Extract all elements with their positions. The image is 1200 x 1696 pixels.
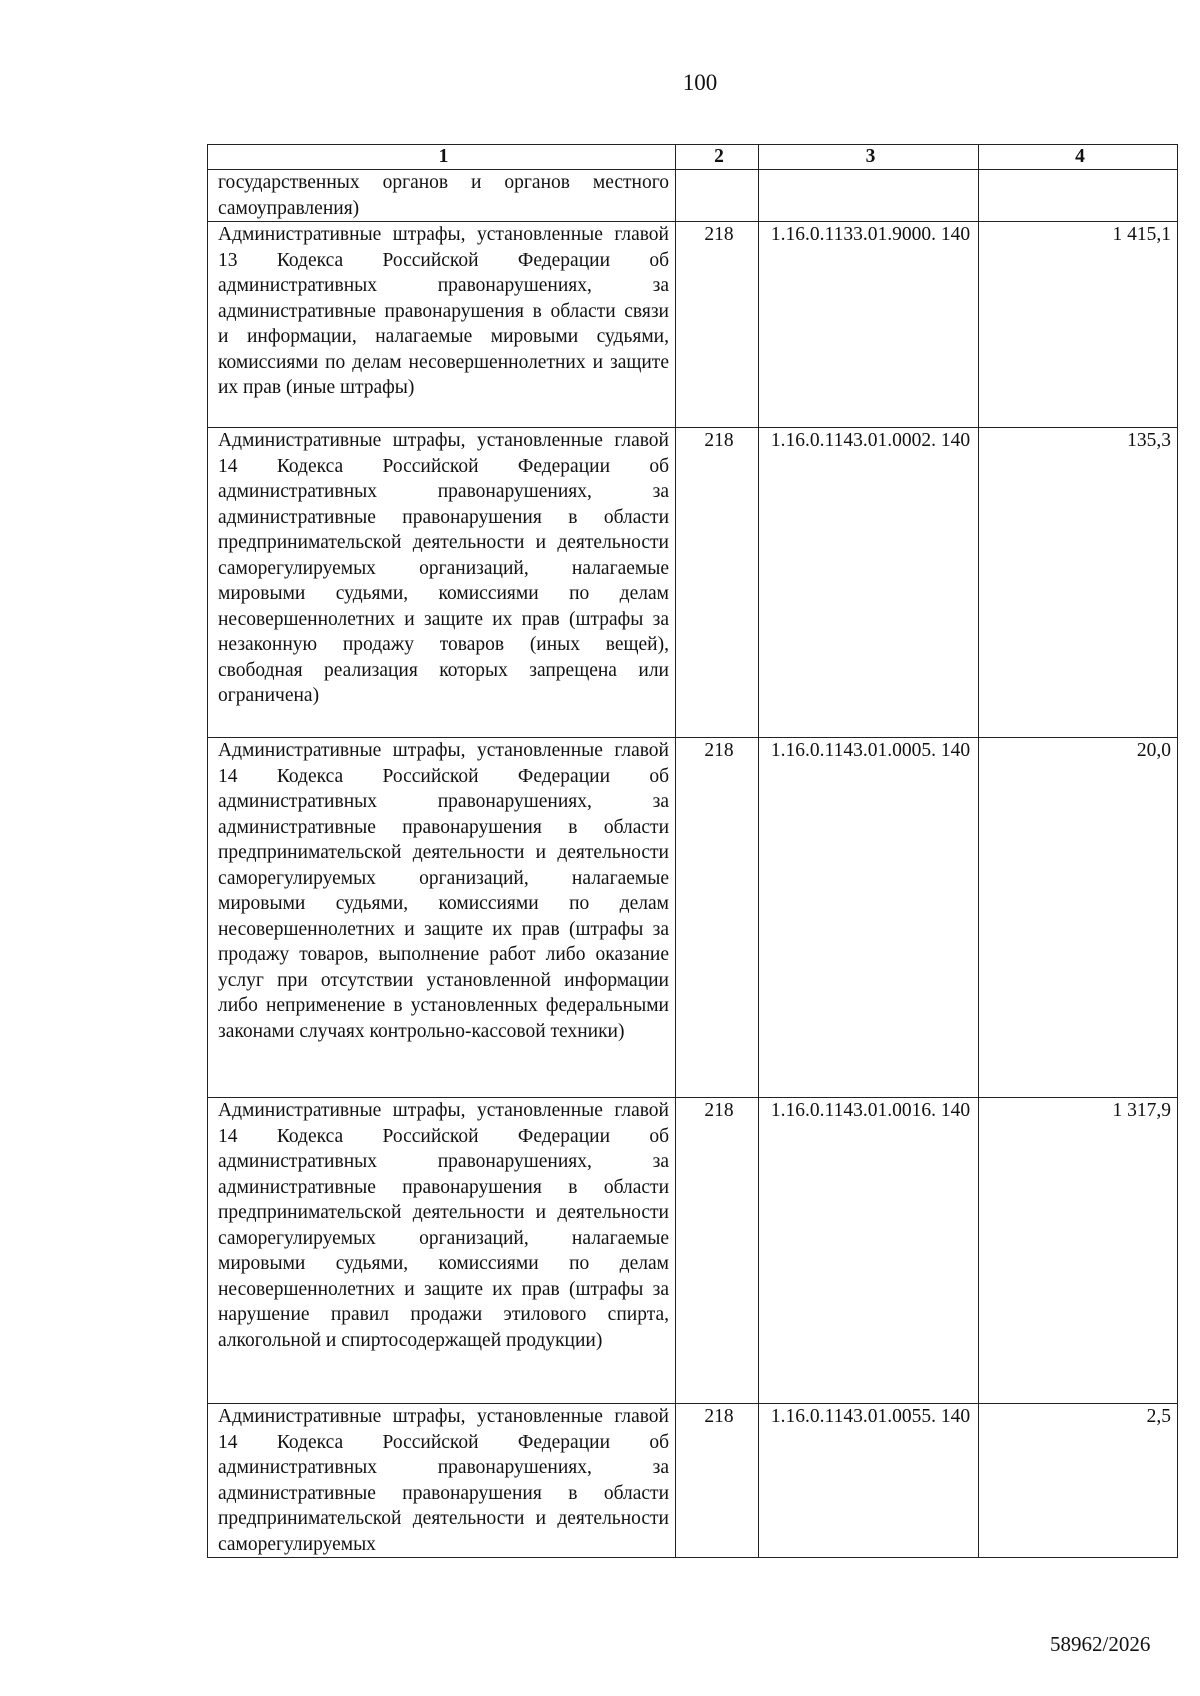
row-description: государственных органов и органов местного самоуправления) — [208, 170, 676, 222]
row-description: Административные штрафы, установленные главой 14 Кодекса Российской Федерации об административных правонарушениях, за административные правонарушения в области предпринимательской деятельности и деятельности саморегулируемых — [208, 1404, 676, 1558]
row-kbk: 1.16.0.1143.01.0005. 140 — [759, 738, 979, 1098]
row-admin-code: 218 — [676, 1404, 759, 1558]
page-number: 100 — [682, 70, 718, 95]
row-amount — [979, 170, 1178, 222]
column-header: 2 — [676, 145, 759, 170]
row-kbk: 1.16.0.1133.01.9000. 140 — [759, 222, 979, 428]
row-admin-code: 218 — [676, 222, 759, 428]
row-kbk: 1.16.0.1143.01.0016. 140 — [759, 1098, 979, 1404]
table-row — [208, 1098, 1178, 1404]
revenue-table — [207, 144, 1178, 1558]
column-header: 1 — [208, 145, 676, 170]
table-row — [208, 170, 1178, 222]
row-amount: 2,5 — [979, 1404, 1178, 1558]
row-amount: 1 317,9 — [979, 1098, 1178, 1404]
row-description: Административные штрафы, установленные главой 14 Кодекса Российской Федерации об административных правонарушениях, за административные правонарушения в области предпринимательской деятельности и деятельности саморегулируемых организаций, налагаемые мировыми судьями, комиссиями по делам несовершеннолетних и защите их прав (штрафы за нарушение правил продажи этилового спирта, алкогольной и спиртосодержащей продукции) — [208, 1098, 676, 1404]
row-admin-code — [676, 170, 759, 222]
row-kbk: 1.16.0.1143.01.0002. 140 — [759, 428, 979, 738]
table-row — [208, 1404, 1178, 1558]
row-amount: 1 415,1 — [979, 222, 1178, 428]
row-admin-code: 218 — [676, 1098, 759, 1404]
row-amount: 20,0 — [979, 738, 1178, 1098]
column-header: 3 — [759, 145, 979, 170]
row-kbk: 1.16.0.1143.01.0055. 140 — [759, 1404, 979, 1558]
table-row — [208, 738, 1178, 1098]
table-header-row — [208, 145, 1178, 170]
table-row — [208, 222, 1178, 428]
row-admin-code: 218 — [676, 738, 759, 1098]
row-description: Административные штрафы, установленные главой 14 Кодекса Российской Федерации об административных правонарушениях, за административные правонарушения в области предпринимательской деятельности и деятельности саморегулируемых организаций, налагаемые мировыми судьями, комиссиями по делам несовершеннолетних и защите их прав (штрафы за незаконную продажу товаров (иных вещей), свободная реализация которых запрещена или ограничена) — [208, 428, 676, 738]
row-description: Административные штрафы, установленные главой 13 Кодекса Российской Федерации об административных правонарушениях, за административные правонарушения в области связи и информации, налагаемые мировыми судьями, комиссиями по делам несовершеннолетних и защите их прав (иные штрафы) — [208, 222, 676, 428]
table-row — [208, 428, 1178, 738]
row-description: Административные штрафы, установленные главой 14 Кодекса Российской Федерации об административных правонарушениях, за административные правонарушения в области предпринимательской деятельности и деятельности саморегулируемых организаций, налагаемые мировыми судьями, комиссиями по делам несовершеннолетних и защите их прав (штрафы за продажу товаров, выполнение работ либо оказание услуг при отсутствии установленной информации либо неприменение в установленных федеральными законами случаях контрольно-кассовой техники) — [208, 738, 676, 1098]
row-admin-code: 218 — [676, 428, 759, 738]
row-amount: 135,3 — [979, 428, 1178, 738]
column-header: 4 — [979, 145, 1178, 170]
row-kbk — [759, 170, 979, 222]
document-id: 58962/2026 — [1050, 1632, 1151, 1656]
